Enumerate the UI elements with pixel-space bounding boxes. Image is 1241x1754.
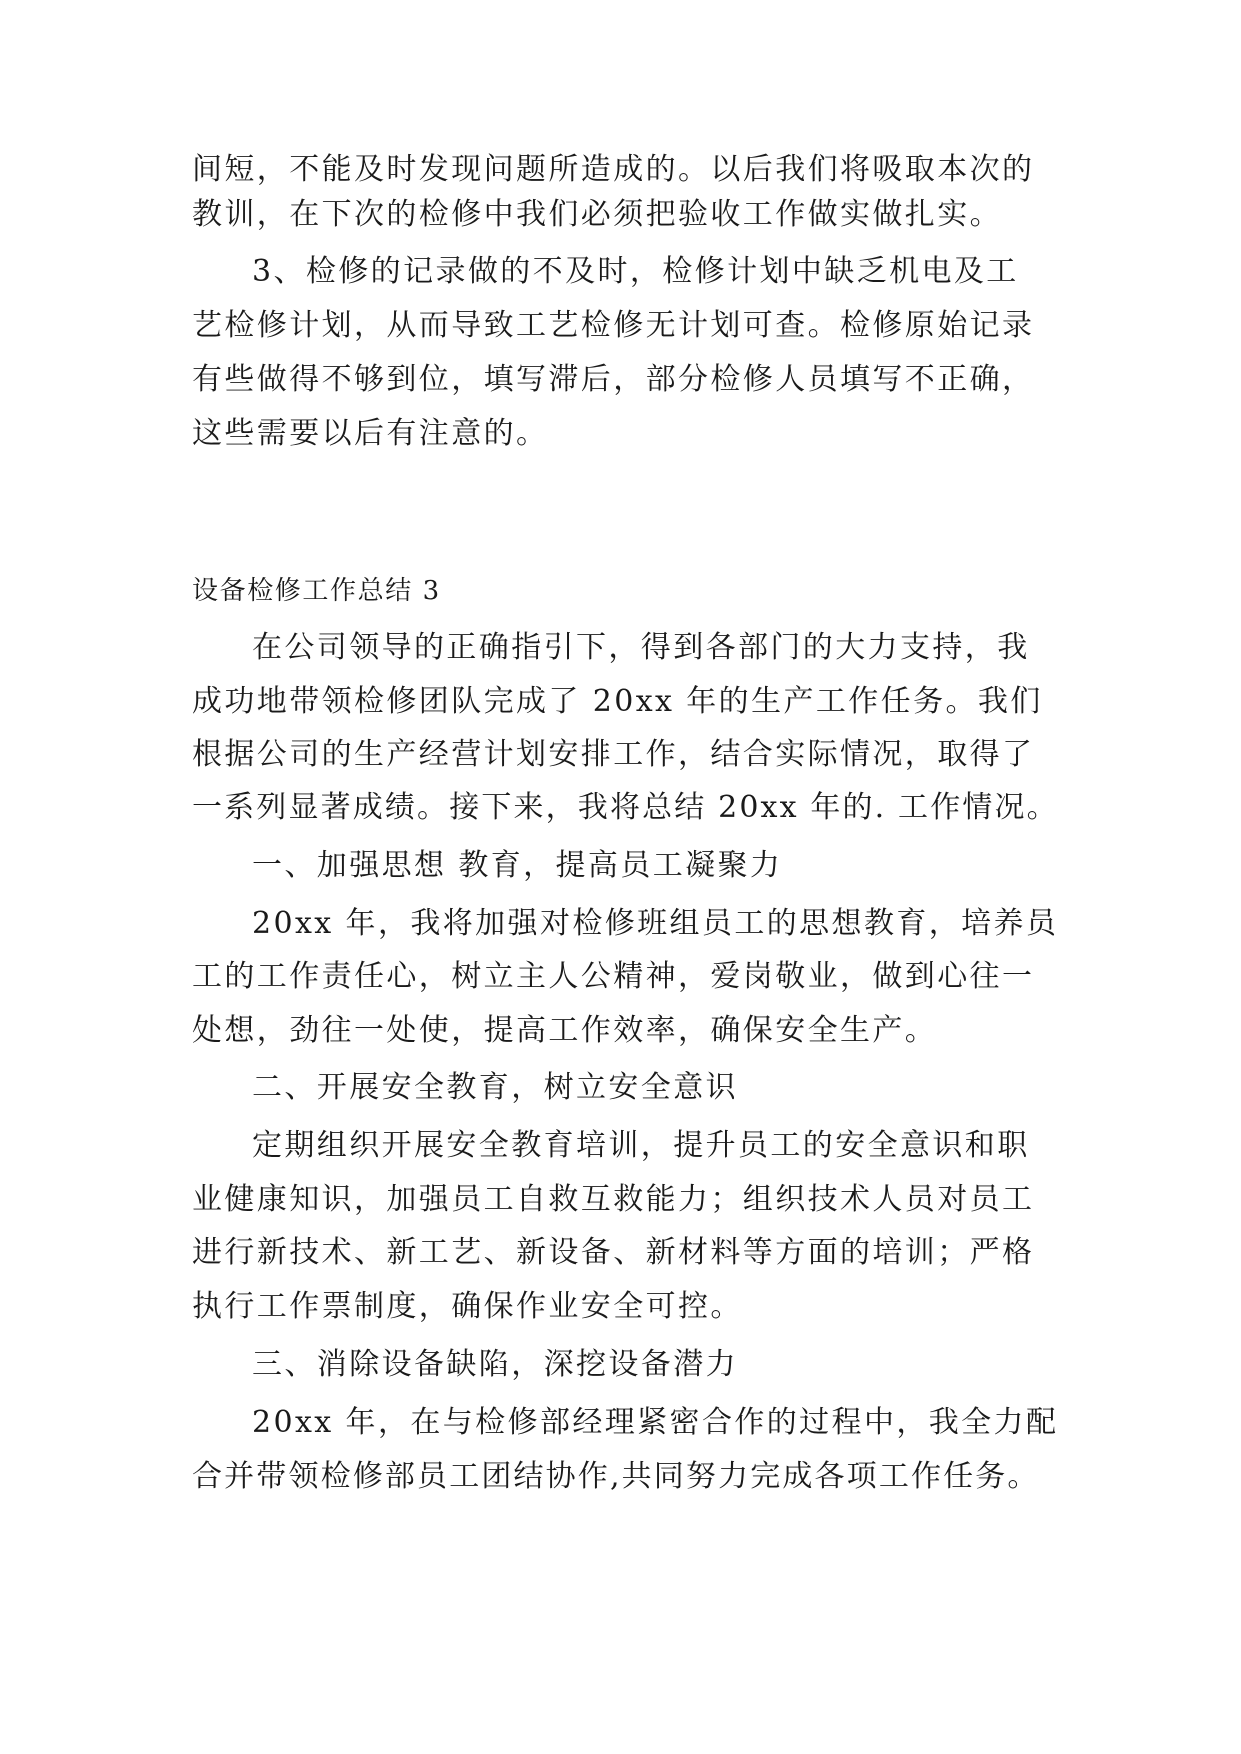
paragraph-line: 定期组织开展安全教育培训，提升员工的安全意识和职 xyxy=(252,1128,1030,1163)
paragraph-line: 间短，不能及时发现问题所造成的。以后我们将吸取本次的 xyxy=(192,152,1035,187)
paragraph-line: 进行新技术、新工艺、新设备、新材料等方面的培训；严格 xyxy=(192,1235,1035,1270)
paragraph-line: 业健康知识，加强员工自救互救能力；组织技术人员对员工 xyxy=(192,1182,1035,1217)
paragraph-line: 处想，劲往一处使，提高工作效率，确保安全生产。 xyxy=(192,1013,938,1048)
paragraph-line: 有些做得不够到位，填写滞后，部分检修人员填写不正确， xyxy=(192,362,1035,397)
paragraph-line: 执行工作票制度，确保作业安全可控。 xyxy=(192,1289,743,1324)
paragraph-line: 合并带领检修部员工团结协作,共同努力完成各项工作任务。 xyxy=(192,1459,1040,1494)
paragraph-line: 20xx 年，在与检修部经理紧密合作的过程中，我全力配 xyxy=(252,1405,1059,1440)
section-heading: 设备检修工作总结 3 xyxy=(192,576,441,606)
paragraph-line: 工的工作责任心，树立主人公精神，爱岗敬业，做到心往一 xyxy=(192,959,1035,994)
subsection-heading: 三、消除设备缺陷，深挖设备潜力 xyxy=(252,1347,738,1382)
paragraph-line: 根据公司的生产经营计划安排工作，结合实际情况，取得了 xyxy=(192,737,1035,772)
paragraph-line: 这些需要以后有注意的。 xyxy=(192,416,549,451)
paragraph-line: 在公司领导的正确指引下，得到各部门的大力支持，我 xyxy=(252,630,1030,665)
paragraph-line: 20xx 年，我将加强对检修班组员工的思想教育，培养员 xyxy=(252,906,1059,941)
paragraph-line: 艺检修计划，从而导致工艺检修无计划可查。检修原始记录 xyxy=(192,308,1035,343)
paragraph-line: 一系列显著成绩。接下来，我将总结 20xx 年的. 工作情况。 xyxy=(192,790,1059,825)
subsection-heading: 一、加强思想 教育，提高员工凝聚力 xyxy=(252,848,783,883)
paragraph-line: 成功地带领检修团队完成了 20xx 年的生产工作任务。我们 xyxy=(192,684,1043,719)
subsection-heading: 二、开展安全教育，树立安全意识 xyxy=(252,1070,738,1105)
paragraph-line: 3、检修的记录做的不及时，检修计划中缺乏机电及工 xyxy=(252,254,1019,289)
paragraph-line: 教训，在下次的检修中我们必须把验收工作做实做扎实。 xyxy=(192,197,1002,232)
